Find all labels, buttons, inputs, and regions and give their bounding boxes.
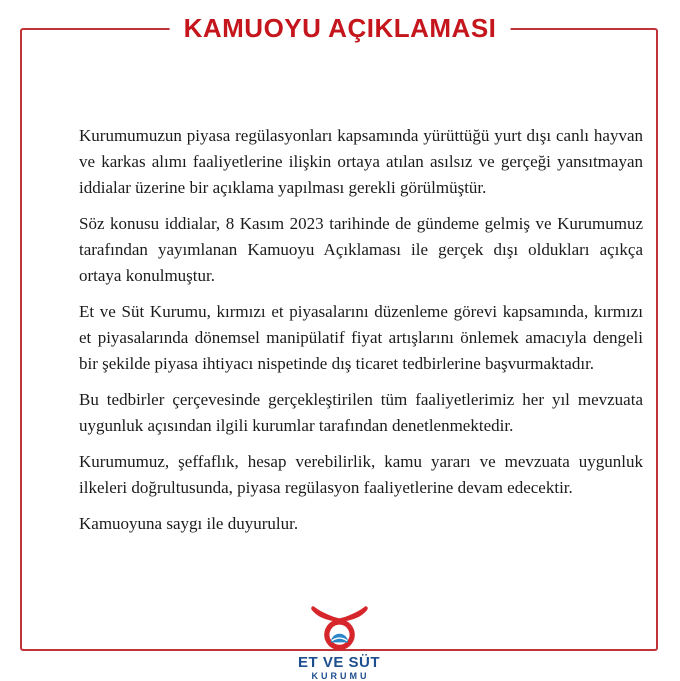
bull-head-milk-drop-icon [298,603,380,653]
org-logo [298,603,380,681]
page-title: KAMUOYU AÇIKLAMASI [170,11,511,45]
closing-line: Kamuoyuna saygı ile duyurulur. [79,514,299,533]
paragraph: Et ve Süt Kurumu, kırmızı et piyasalarını düzenleme görevi kapsamında, kırmızı et piyasalarında dönemsel manipülatif fiyat artışlarını önlemek amacıyla dengeli bir şekilde piyasa ihtiyacı nispetinde dış ticaret tedbirlerine başvurmaktadır. [79,302,643,373]
paragraph: Kurumumuzun piyasa regülasyonları kapsamında yürüttüğü yurt dışı canlı hayvan ve karkas alımı faaliyetlerine ilişkin ortaya atılan asılsız ve gerçeği yansıtmayan iddialar üzerine bir açıklama yapılması gerekli görülmüştür. [79,126,643,197]
paragraph: Bu tedbirler çerçevesinde gerçekleştirilen tüm faaliyetlerimiz her yıl mevzuata uygunluk açısından ilgili kurumlar tarafından denetlenmektedir. [79,390,643,435]
paragraph: Söz konusu iddialar, 8 Kasım 2023 tarihinde de gündeme gelmiş ve Kurumumuz tarafından yayımlanan Kamuoyu Açıklaması ile gerçek dışı oldukları açıkça ortaya konulmuştur. [79,214,643,285]
announcement-frame [20,28,658,681]
logo-text-secondary: KURUMU [311,671,370,681]
logo-text-primary: ET VE SÜT [297,654,381,671]
announcement-body [79,123,643,547]
paragraph: Kurumumuz, şeffaflık, hesap verebilirlik, kamu yararı ve mevzuata uygunluk ilkeleri doğrultusunda, piyasa regülasyon faaliyetlerine devam edecektir. [79,452,643,497]
